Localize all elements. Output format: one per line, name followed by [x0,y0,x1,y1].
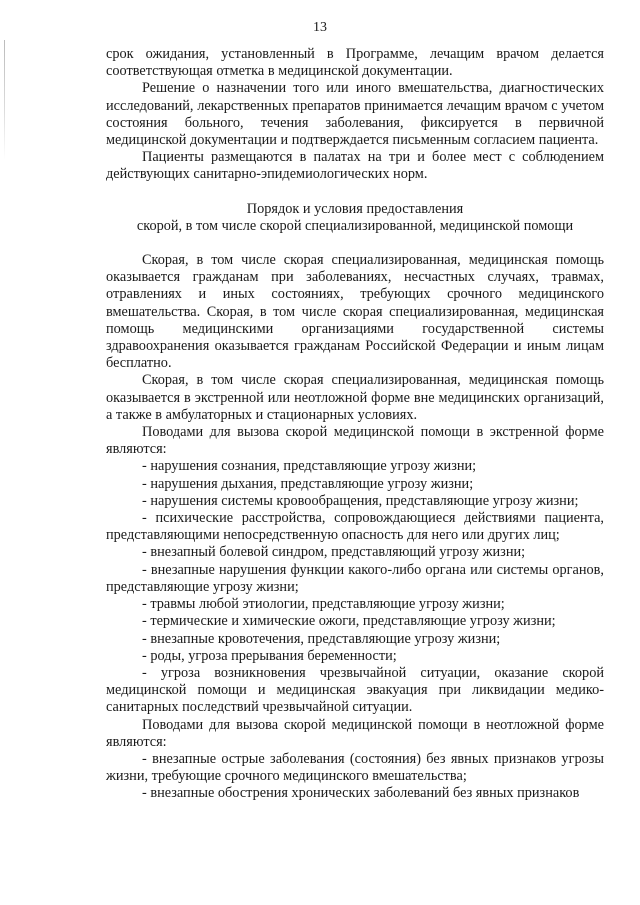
list-item: - внезапные кровотечения, представляющие угрозу жизни; [142,630,501,647]
list-item: - внезапные острые заболевания (состояния) без явных признаков угрозы жизни, требующие срочного медицинского вмешательства; [106,750,604,785]
list-item: - угроза возникновения чрезвычайной ситуации, оказание скорой медицинской помощи и медицинская эвакуация при ликвидации медико-санитарных последствий чрезвычайной ситуации. [106,664,604,716]
list-item: - внезапный болевой синдром, представляющий угрозу жизни; [142,544,526,561]
document-body [106,46,604,803]
list-item: - психические расстройства, сопровождающиеся действиями пациента, представляющими непосредственную опасность для него или других лиц; [106,510,604,544]
paragraph: Поводами для вызова скорой медицинской помощи в неотложной форме являются: [106,716,604,750]
list-item: - внезапные обострения хронических заболеваний без явных признаков [142,785,580,802]
paragraph: Скорая, в том числе скорая специализированная, медицинская помощь оказывается гражданам при заболеваниях, несчастных случаях, травмах, отравлениях и иных состояниях, требующих срочного медицинского вмешательства. Скорая, в том числе скорая специализированная, медицинская помощь медицинскими организациями государственной системы здравоохранения оказывается гражданам Российской Федерации и иным лицам бесплатно. [106,252,604,372]
paragraph: срок ожидания, установленный в Программе, лечащим врачом делается соответствующая отметка в медицинской документации. [106,46,604,80]
page-number: 13 [313,20,327,35]
list-item: - травмы любой этиологии, представляющие угрозу жизни; [142,596,505,613]
section-heading-line-2: скорой, в том числе скорой специализированной, медицинской помощи [136,217,574,234]
spacer [106,184,604,201]
paragraph: Пациенты размещаются в палатах на три и более мест с соблюдением действующих санитарно-эпидемиологических норм. [106,149,604,183]
list-item: - внезапные нарушения функции какого-либо органа или системы органов, представляющие угрозу жизни; [106,561,604,595]
paragraph: Поводами для вызова скорой медицинской помощи в экстренной форме являются: [106,424,604,458]
list-item: - роды, угроза прерывания беременности; [142,647,397,664]
paragraph: Скорая, в том числе скорая специализированная, медицинская помощь оказывается в экстренной или неотложной форме вне медицинских организаций, а также в амбулаторных и стационарных условиях. [106,372,604,423]
list-item: - нарушения сознания, представляющие угрозу жизни; [142,458,477,475]
scan-edge-mark [4,40,5,160]
section-heading-line-1: Порядок и условия предоставления [246,200,464,217]
list-item: - термические и химические ожоги, представляющие угрозу жизни; [142,613,556,630]
paragraph: Решение о назначении того или иного вмешательства, диагностических исследований, лекарственных препаратов принимается лечащим врачом с учетом состояния больного, течения заболевания, фиксируется в первичной медицинской документации и подтверждается письменным согласием пациента. [106,80,604,149]
spacer [106,235,604,252]
list-item: - нарушения системы кровообращения, представляющие угрозу жизни; [142,492,579,509]
list-item: - нарушения дыхания, представляющие угрозу жизни; [142,475,474,492]
